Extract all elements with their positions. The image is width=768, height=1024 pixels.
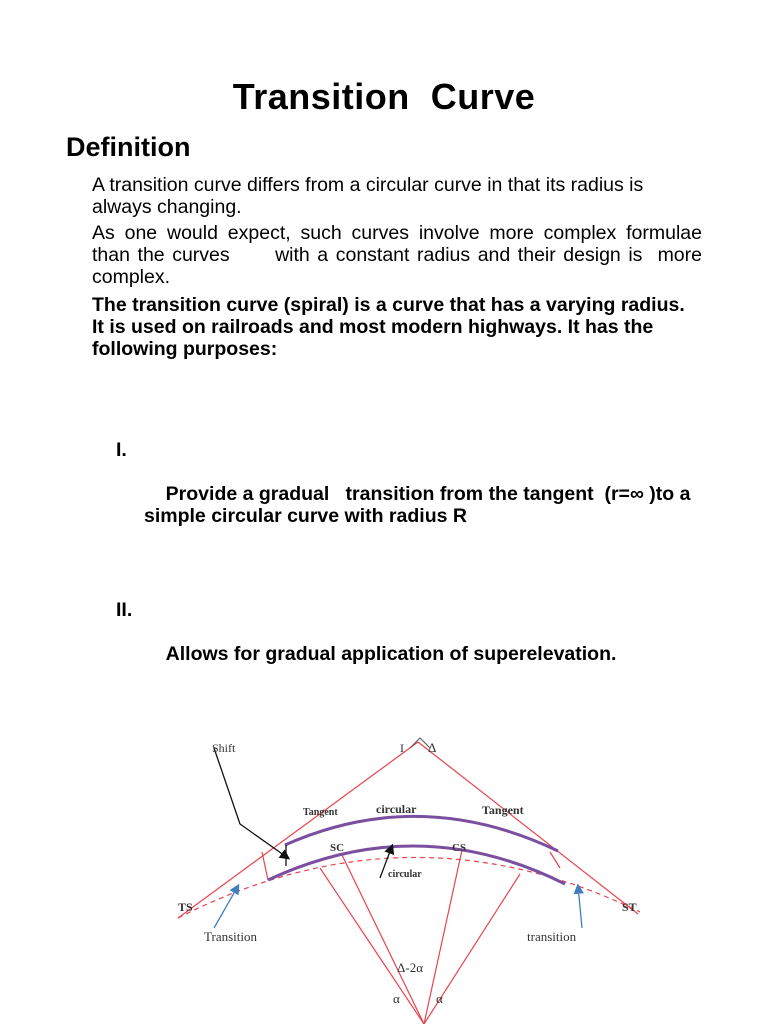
purpose-text: Allows for gradual application of superelevation.: [165, 643, 617, 665]
label-intersection: I: [400, 741, 404, 755]
paragraph-spiral: The transition curve (spiral) is a curve that has a varying radius. It is used on railroads and most modern highways. It has the following purposes:: [92, 294, 685, 360]
radial-line-left: [320, 868, 424, 1024]
slide-title: Transition Curve: [232, 76, 536, 117]
paragraph-complexity: As one would expect, such curves involve more complex formulae than the curves with a constant radius and their design is more complex.: [92, 222, 708, 288]
label-circular-inner: circular: [388, 869, 422, 880]
purpose-number: II.: [116, 599, 133, 621]
label-tangent-right: Tangent: [482, 803, 524, 817]
purpose-number: I.: [116, 439, 127, 461]
label-st: ST: [622, 900, 637, 914]
shift-tick-right: [550, 852, 560, 868]
transition-pointer-left: [214, 886, 238, 928]
shift-pointer: [214, 748, 288, 858]
transition-pointer-right: [578, 886, 582, 928]
tangent-line-left: [178, 742, 418, 918]
label-sc: SC: [330, 842, 345, 854]
label-circular-top: circular: [376, 802, 417, 816]
section-heading: Definition: [66, 132, 191, 162]
radial-line-cs: [424, 850, 462, 1024]
label-transition-right: transition: [527, 929, 577, 944]
tangent-line-right: [418, 742, 638, 914]
label-cs: CS: [452, 842, 467, 854]
label-shift: Shift: [212, 741, 236, 755]
label-alpha-left: α: [393, 991, 400, 1006]
label-tangent-left: Tangent: [303, 807, 338, 818]
label-alpha-right: α: [436, 991, 443, 1006]
label-ts: TS: [178, 900, 193, 914]
purpose-text: Provide a gradual transition from the tangent (r=∞ )to a simple circular curve with radius R: [144, 483, 696, 527]
label-delta: Δ: [428, 740, 437, 755]
shift-tick-left: [262, 852, 268, 880]
label-transition-left: Transition: [204, 929, 257, 944]
radial-line-sc: [342, 855, 424, 1024]
label-delta-minus-2alpha: Δ-2α: [397, 960, 423, 975]
paragraph-definition: A transition curve differs from a circular curve in that its radius is always changing.: [92, 174, 644, 218]
